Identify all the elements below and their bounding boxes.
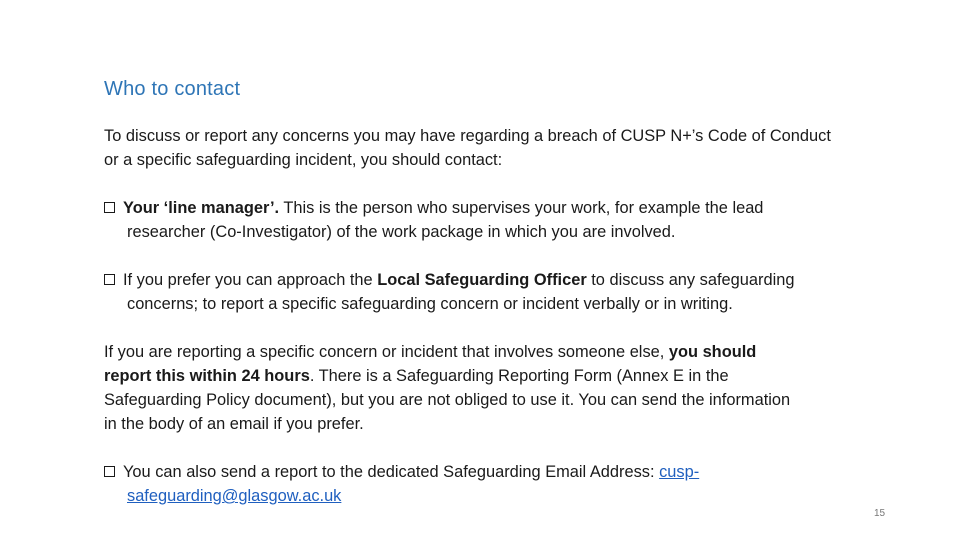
bullet-line-manager <box>104 196 864 244</box>
email-text-pre: You can also send a report to the dedicated Safeguarding Email Address: <box>123 463 660 481</box>
email-link-cont[interactable]: safeguarding@glasgow.ac.uk <box>127 487 342 505</box>
checkbox-bullet-icon <box>104 202 115 213</box>
line-manager-text-cont: researcher (Co-Investigator) of the work package in which you are involved. <box>127 223 676 241</box>
officer-text-pre: If you prefer you can approach the <box>123 271 378 289</box>
bullet-safeguarding-officer <box>104 268 864 316</box>
slide-title: Who to contact <box>104 78 241 100</box>
checkbox-bullet-icon <box>104 274 115 285</box>
line-manager-text: This is the person who supervises your work, for example the lead <box>279 199 764 217</box>
email-link[interactable]: cusp- <box>659 463 700 481</box>
reporting-paragraph <box>104 340 804 436</box>
page-number: 15 <box>874 508 886 519</box>
officer-label: Local Safeguarding Officer <box>377 271 587 289</box>
reporting-text-pre: If you are reporting a specific concern or incident that involves someone else, <box>104 343 669 361</box>
checkbox-bullet-icon <box>104 466 115 477</box>
intro-paragraph: To discuss or report any concerns you may have regarding a breach of CUSP N+’s Code of Conduct or a specific safeguarding incident, you should contact: <box>104 127 831 169</box>
reporting-text-post: . There is a Safeguarding Reporting Form (Annex E in the Safeguarding Policy document), but you are not obliged to use it. You can send the information in the body of an email if you prefer. <box>104 367 791 433</box>
line-manager-label: Your ‘line manager’. <box>123 199 280 217</box>
officer-text: to discuss any safeguarding <box>586 271 795 289</box>
bullet-email <box>104 460 864 508</box>
reporting-deadline: you should report this within 24 hours <box>104 343 757 385</box>
officer-text-cont: concerns; to report a specific safeguarding concern or incident verbally or in writing. <box>127 295 733 313</box>
